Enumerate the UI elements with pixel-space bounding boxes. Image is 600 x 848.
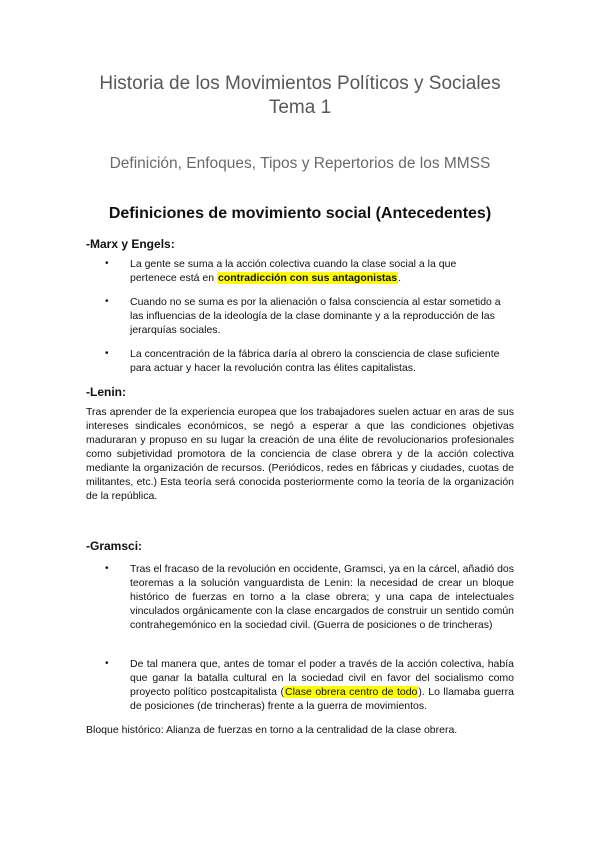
- bullet-icon: •: [105, 296, 109, 307]
- marx-bullet-1-highlight: contradicción con sus antagonistas: [217, 272, 398, 284]
- bullet-icon: •: [105, 563, 109, 574]
- title-line-1: Historia de los Movimientos Políticos y Sociales: [99, 73, 501, 94]
- marx-bullet-1-end: .: [398, 272, 402, 284]
- gramsci-heading: -Gramsci:: [86, 539, 143, 553]
- marx-engels-heading: -Marx y Engels:: [86, 237, 175, 251]
- document-title: [60, 72, 540, 120]
- bullet-icon: •: [105, 658, 109, 669]
- title-line-2: Tema 1: [268, 97, 332, 118]
- marx-bullet-1: [105, 257, 480, 285]
- marx-bullet-3-text: La concentración de la fábrica daría al obrero la consciencia de clase suficiente para actuar y hacer la revolución contra las élites capitalistas.: [130, 348, 500, 374]
- lenin-paragraph: Tras aprender de la experiencia europea que los trabajadores suelen actuar en aras de sus intereses sindicales económicos, se negó a esperar a que las condiciones objetivas maduraran y propuso en su lugar la creación de una élite de revolucionarios profesionales como subjetividad promotora de la conciencia de clase obrera y de la acción colectiva mediante la organización de recursos. (Periódicos, redes en fábricas y ciudades, cuotas de militantes, etc.) Esta teoría será conocida posteriormente como la teoría de la organización de la república.: [86, 406, 514, 502]
- bloque-historico-note: Bloque histórico: Alianza de fuerzas en torno a la centralidad de la clase obrera.: [86, 724, 458, 736]
- bullet-icon: •: [105, 348, 109, 359]
- marx-bullet-2-text: Cuando no se suma es por la alienación o falsa consciencia al estar sometido a las influencias de la ideología de la clase dominante y a la reproducción de las jerarquías sociales.: [130, 296, 501, 336]
- marx-bullet-3: [105, 347, 505, 375]
- marx-bullet-1-text: La gente se suma a la acción colectiva cuando la clase social a la que pertenece está en: [130, 258, 457, 284]
- gramsci-bullet-2-highlight: Clase obrera centro de todo: [285, 686, 418, 698]
- document-subtitle: Definición, Enfoques, Tipos y Repertorios de los MMSS: [109, 155, 491, 172]
- marx-bullet-2: [105, 295, 515, 337]
- gramsci-bullet-2-end: ). Lo llamaba guerra de posiciones (de trincheras) frente a la guerra de movimientos.: [130, 686, 515, 712]
- section-heading: Definiciones de movimiento social (Antecedentes): [108, 205, 492, 222]
- gramsci-bullet-2: [105, 657, 515, 713]
- gramsci-bullet-2-text: De tal manera que, antes de tomar el poder a través de la acción colectiva, había que ganar la batalla cultural en la sociedad civil en favor del socialismo como proyecto político postcapitalista (: [130, 658, 514, 698]
- gramsci-bullet-1-text: Tras el fracaso de la revolución en occidente, Gramsci, ya en la cárcel, añadió dos teoremas a la solución vanguardista de Lenin: la necesidad de crear un bloque histórico de fuerzas en torno a la clase obrera; y una capa de intelectuales vinculados orgánicamente con la clase encargados de construir un sentido común contrahegemónico en la sociedad civil. (Guerra de posiciones o de trincheras): [130, 563, 514, 631]
- lenin-heading: -Lenin:: [86, 385, 126, 399]
- gramsci-bullet-1: [105, 562, 514, 632]
- bullet-icon: •: [105, 258, 109, 269]
